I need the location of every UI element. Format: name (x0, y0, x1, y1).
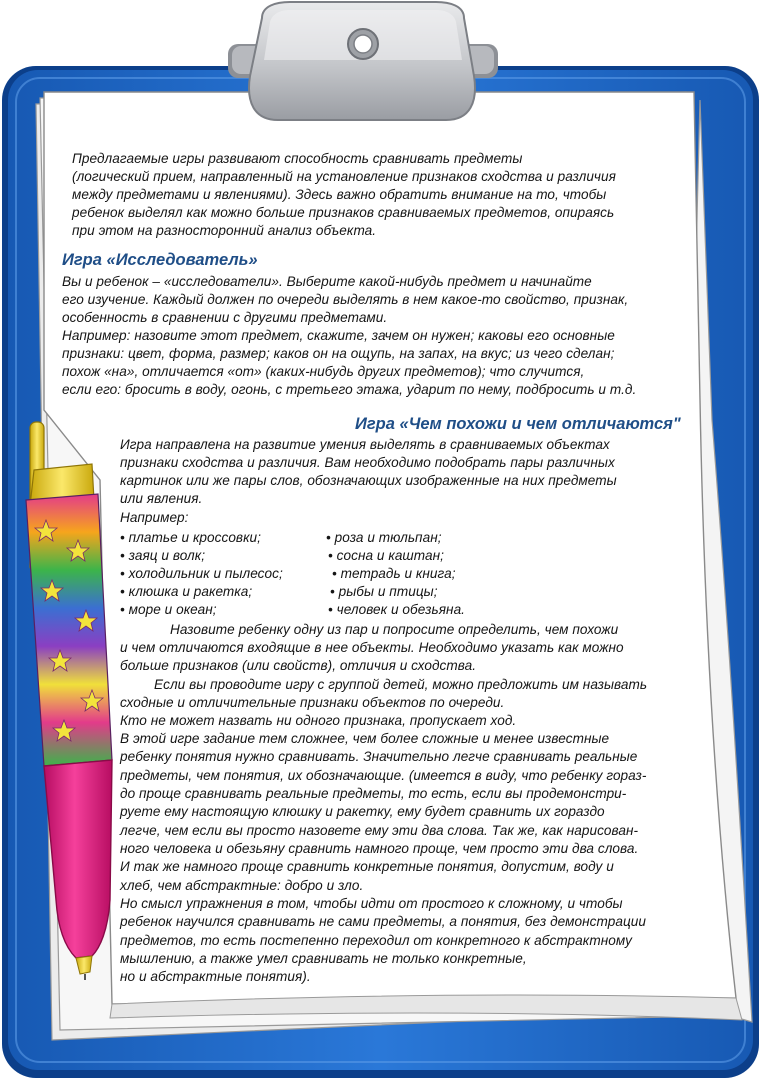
intro-line: Предлагаемые игры развивают способность сравнивать предметы (72, 151, 523, 166)
game-researcher-line: его изучение. Каждый должен по очереди выделять в нем какое-то свойство, признак, (62, 292, 629, 307)
game2-line: легче, чем если вы просто назовете ему эти два слова. Так же, как нарисован- (120, 823, 639, 838)
game2-line: ребенку понятия нужно сравнивать. Значительно легче сравнивать реальные (120, 749, 638, 764)
intro-line: ребенок выделял как можно больше признаков сравниваемых предметов, опираясь (72, 205, 615, 220)
pair-item: • рыбы и птицы; (330, 584, 438, 599)
pair-item: • море и океан; (120, 602, 217, 617)
game2-line: предметы, чем понятия, их обозначающие. (имеется в виду, что ребенку гораз- (120, 768, 647, 783)
intro-line: между предметами и явлениями). Здесь важно обратить внимание на то, чтобы (72, 187, 607, 202)
pair-item: • тетрадь и книга; (332, 566, 456, 581)
game2-line: признаки сходства и различия. Вам необходимо подобрать пары различных (120, 455, 615, 470)
game-similar-different-title: Игра «Чем похожи и чем отличаются" (355, 415, 681, 433)
intro-line: (логический прием, направленный на установление признаков сходства и различия (72, 169, 616, 184)
game-researcher-line: признаки: цвет, форма, размер; каков он на ощупь, на запах, на вкус; из чего сделан; (62, 346, 615, 361)
pair-item: • роза и тюльпан; (326, 530, 442, 545)
pair-item: • платье и кроссовки; (120, 530, 261, 545)
game2-line: Кто не может назвать ни одного признака, пропускает ход. (120, 713, 517, 728)
game2-line: до проще сравнивать реальные предметы, то есть, если вы продемонстри- (120, 786, 627, 801)
game-researcher-line: похож «на», отличается «от» (каких-нибудь других предметов); что случится, (62, 364, 585, 379)
game2-line: или явления. (120, 491, 203, 506)
game2-line: хлеб, чем абстрактные: добро и зло. (120, 878, 364, 893)
pair-item: • клюшка и ракетка; (120, 584, 253, 599)
game2-line: Если вы проводите игру с группой детей, можно предложить им называть (154, 677, 648, 692)
game2-line: картинок или же пары слов, обозначающих изображенные на них предметы (120, 473, 617, 488)
game2-line: мышлению, а также умел сравнивать не только конкретные, (120, 951, 527, 966)
game2-line: и чем отличаются входящие в нее объекты. Необходимо указать как можно (120, 640, 624, 655)
game2-line: Игра направлена на развитие умения выделять в сравниваемых объектах (120, 437, 610, 452)
game2-line: предметов, то есть постепенно переходил от конкретного к абстрактному (120, 933, 632, 948)
game2-line: В этой игре задание тем сложнее, чем более сложные и менее известные (120, 731, 610, 746)
game2-line: руете ему настоящую клюшку и ракетку, ему будет сравнить их гораздо (120, 804, 605, 819)
intro-line: при этом на разносторонний анализ объекта. (72, 223, 377, 238)
game-researcher-title: Игра «Исследователь» (62, 251, 258, 269)
game-researcher-line: если его: бросить в воду, огонь, с третьего этажа, ударит по нему, подбросить и т.д. (62, 382, 637, 397)
clip-icon (228, 2, 498, 120)
pair-item: • человек и обезьяна. (328, 602, 466, 617)
game2-line: сходные и отличительные признаки объектов по очереди. (120, 695, 505, 710)
game2-line: больше признаков (или свойств), отличия и сходства. (120, 658, 477, 673)
game2-line: Назовите ребенку одну из пар и попросите определить, чем похожи (170, 622, 619, 637)
game2-line: ребенок научился сравнивать не сами предметы, а понятия, без демонстрации (120, 914, 646, 929)
game2-line: Но смысл упражнения в том, чтобы идти от простого к сложному, и чтобы (120, 896, 623, 911)
game2-line: но и абстрактные понятия). (120, 969, 311, 984)
pair-item: • заяц и волк; (120, 548, 206, 563)
game-researcher-line: Например: назовите этот предмет, скажите, зачем он нужен; каковы его основные (62, 328, 615, 343)
pair-item: • холодильник и пылесос; (120, 566, 283, 581)
game2-line: И так же намного проще сравнить конкретные понятия, допустим, воду и (120, 859, 614, 874)
game2-line: ного человека и обезьяну сравнить намного проще, чем просто эти два слова. (120, 841, 639, 856)
game-researcher-line: Вы и ребенок – «исследователи». Выберите какой-нибудь предмет и начинайте (62, 274, 592, 289)
pair-item: • сосна и каштан; (328, 548, 444, 563)
game2-line: Например: (120, 510, 189, 525)
game-researcher-line: особенность в сравнении с другими предметами. (62, 310, 388, 325)
